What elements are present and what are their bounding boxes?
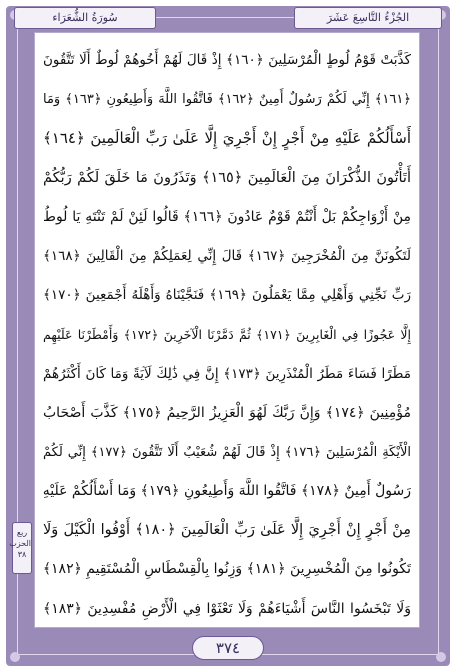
text-line: الْأَيْكَةِ الْمُرْسَلِينَ ﴿١٧٦﴾ إِذْ قَالَ لَهُمْ شُعَيْبٌ أَلَا تَتَّقُونَ ﴿١٧٧﴾ إِنِّي لَكُمْ — [43, 444, 411, 460]
text-line: أَتَأْتُونَ الذُّكْرَانَ مِنَ الْعَالَمِينَ ﴿١٦٥﴾ وَتَذَرُونَ مَا خَلَقَ لَكُمْ رَبُّكُمْ — [43, 169, 411, 186]
text-line: تَكُونُوا مِنَ الْمُخْسِرِينَ ﴿١٨١﴾ وَزِنُوا بِالْقِسْطَاسِ الْمُسْتَقِيمِ ﴿١٨٢﴾ — [43, 561, 411, 578]
text-line: مِنْ أَجْرٍ إِنْ أَجْرِيَ إِلَّا عَلَىٰ رَبِّ الْعَالَمِينَ ﴿١٨٠﴾ أَوْفُوا الْكَيْلَ وَلَا — [43, 522, 411, 539]
text-line: مَطَرًا فَسَاءَ مَطَرُ الْمُنْذَرِينَ ﴿١٧٣﴾ إِنَّ فِي ذَٰلِكَ لَآيَةً وَمَا كَانَ أَكْثَرُهُمْ — [43, 365, 411, 382]
text-line: رَبِّ نَجِّنِي وَأَهْلِي مِمَّا يَعْمَلُونَ ﴿١٦٩﴾ فَنَجَّيْنَاهُ وَأَهْلَهُ أَجْمَعِينَ ﴿١٧٠﴾ — [43, 287, 411, 304]
corner-ornament-icon — [10, 652, 20, 662]
corner-ornament-icon — [436, 652, 446, 662]
surah-name: سُورَةُ الشُّعَرَاء — [14, 7, 156, 29]
text-line: أَسْأَلُكُمْ عَلَيْهِ مِنْ أَجْرٍ إِنْ أَجْرِيَ إِلَّا عَلَىٰ رَبِّ الْعَالَمِينَ ﴿١٦٤﴾ — [43, 129, 411, 148]
page-number: ٣٧٤ — [192, 636, 264, 660]
verse-lines — [43, 41, 411, 619]
text-line: وَلَا تَبْخَسُوا النَّاسَ أَشْيَاءَهُمْ وَلَا تَعْثَوْا فِي الْأَرْضِ مُفْسِدِينَ ﴿١٨٣﴾ — [43, 600, 411, 617]
juz-name: الجُزْءُ التَّاسِعَ عَشَرَ — [294, 7, 442, 29]
text-line: رَسُولٌ أَمِينٌ ﴿١٧٨﴾ فَاتَّقُوا اللَّهَ وَأَطِيعُونِ ﴿١٧٩﴾ وَمَا أَسْأَلُكُمْ عَلَيْهِ — [43, 483, 411, 500]
text-line: ﴿١٦١﴾ إِنِّي لَكُمْ رَسُولٌ أَمِينٌ ﴿١٦٢﴾ فَاتَّقُوا اللَّهَ وَأَطِيعُونِ ﴿١٦٣﴾ وَمَا — [43, 92, 411, 108]
text-line: إِلَّا عَجُوزًا فِي الْغَابِرِينَ ﴿١٧١﴾ ثُمَّ دَمَّرْنَا الْآخَرِينَ ﴿١٧٢﴾ وَأَمْطَرْنَا عَلَيْهِم — [43, 327, 411, 343]
text-line: لَتَكُونَنَّ مِنَ الْمُخْرَجِينَ ﴿١٦٧﴾ قَالَ إِنِّي لِعَمَلِكُمْ مِنَ الْقَالِينَ ﴿١٦٨﴾ — [43, 247, 411, 264]
text-panel — [34, 32, 420, 628]
text-line: مُؤْمِنِينَ ﴿١٧٤﴾ وَإِنَّ رَبَّكَ لَهُوَ الْعَزِيزُ الرَّحِيمُ ﴿١٧٥﴾ كَذَّبَ أَصْحَابُ — [43, 404, 411, 421]
hizb-marker: ربع الحزب ٣٨ — [12, 522, 32, 574]
text-line: مِنْ أَزْوَاجِكُمْ بَلْ أَنْتُمْ قَوْمٌ عَادُونَ ﴿١٦٦﴾ قَالُوا لَئِنْ لَمْ تَنْتَهِ يَا لُوطُ — [43, 208, 411, 225]
text-line: كَذَّبَتْ قَوْمُ لُوطٍ الْمُرْسَلِينَ ﴿١٦٠﴾ إِذْ قَالَ لَهُمْ أَخُوهُمْ لُوطٌ أَلَا تَتَّقُونَ — [43, 52, 411, 68]
page-header — [0, 7, 456, 27]
